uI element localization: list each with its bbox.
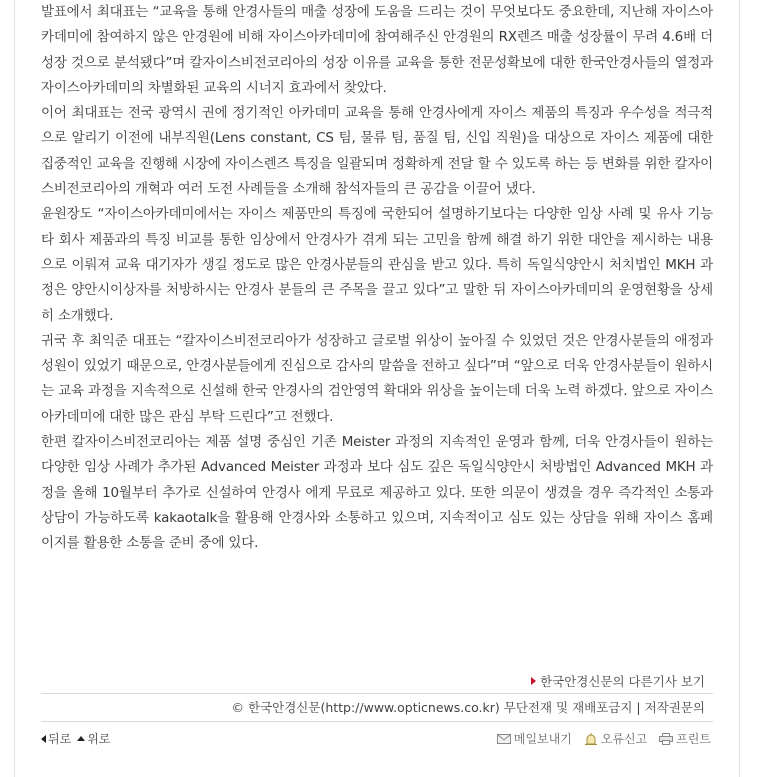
report-label: 오류신고 xyxy=(600,732,648,746)
top-button[interactable] xyxy=(77,730,110,747)
article-body xyxy=(41,0,713,557)
article-paragraph: 한편 칼자이스비전코리아는 제품 설명 중심인 기존 Meister 과정의 지속적인 운영과 함께, 더욱 안경사들이 원하는 다양한 임상 사례가 추가된 Advanced Meister 과정과 보다 심도 깊은 독일식양안시 처방법인 Advanced MKH 과정을 올해 10월부터 추가로 신설하여 안경사 에게 무료로 제공하고 있다. 또한 의문이 생겼을 경우 즉각적인 소통과 상담이 가능하도록 kakaotalk을 활용해 안경사와 소통하고 있으며, 지속적이고 심도 있는 상담을 위해 자이스 홈페이지를 활용한 소통을 준비 중에 있다. xyxy=(41,434,713,552)
divider xyxy=(41,721,713,722)
divider xyxy=(41,693,713,694)
email-label: 메일보내기 xyxy=(513,732,572,746)
article-tools xyxy=(497,730,711,747)
print-button[interactable] xyxy=(659,730,711,747)
back-label: 뒤로 xyxy=(48,732,72,746)
red-arrow-icon xyxy=(531,677,536,685)
more-articles-label: 한국안경신문의 다른기사 보기 xyxy=(540,674,705,689)
printer-icon xyxy=(659,733,673,745)
mail-icon xyxy=(497,733,511,745)
article-paragraph: 윤원장도 “자이스아카데미에서는 자이스 제품만의 특징에 국한되어 설명하기보다는 다양한 임상 사례 및 유사 기능 타 회사 제품과의 특징 비교를 통한 임상에서 안경사가 겪게 되는 고민을 함께 해결 하기 위한 대안을 제시하는 내용으로 이뤄져 교육 대기자가 생길 정도로 많은 안경사분들의 관심을 받고 있다. 특히 독일식양안시 처치법인 MKH 과정은 양안시이상자를 처방하시는 안경사 분들의 큰 주목을 끌고 있다”고 말한 뒤 자이스아카데미의 운영현황을 상세히 소개했다. xyxy=(41,206,713,324)
bottom-nav xyxy=(41,730,110,747)
back-button[interactable] xyxy=(41,730,71,747)
back-arrow-icon xyxy=(41,735,46,743)
copyright-notice: © 한국안경신문(http://www.opticnews.co.kr) 무단전재 및 재배포금지 | 저작권문의 xyxy=(231,700,705,715)
article-paragraph: 발표에서 최대표는 “교육을 통해 안경사들의 매출 성장에 도움을 드리는 것이 무엇보다도 중요한데, 지난해 자이스아카데미에 참여하지 않은 안경원에 비해 자이스아카데미에 참여해주신 안경원의 RX렌즈 매출 성장률이 무려 4.6배 더 성장 것으로 분석됐다”며 칼자이스비전코리아의 성장 이유를 교육을 통한 전문성확보에 대한 한국안경사들의 열정과 자이스아카데미의 차별화된 교육의 시너지 효과에서 찾았다. xyxy=(41,4,713,96)
article-paragraph: 이어 최대표는 전국 광역시 권에 정기적인 아카데미 교육을 통해 안경사에게 자이스 제품의 특징과 우수성을 적극적으로 알리기 이전에 내부직원(Lens constant, CS 팀, 물류 팀, 품질 팀, 신입 직원)을 대상으로 자이스 제품에 대한 집중적인 교육을 진행해 시장에 자이스렌즈 특징을 일괄되며 정확하게 전달 할 수 있도록 하는 등 변화를 위한 칼자이스비전코리아의 개혁과 여러 도전 사례들을 소개해 참석자들의 큰 공감을 이끌어 냈다. xyxy=(41,105,713,198)
report-error-button[interactable] xyxy=(584,730,647,747)
email-button[interactable] xyxy=(497,730,572,747)
article-paragraph: 귀국 후 최익준 대표는 “칼자이스비전코리아가 성장하고 글로벌 위상이 높아질 수 있었던 것은 안경사분들의 애정과 성원이 있었기 때문으로, 안경사분들에게 진심으로 감사의 말씀을 전하고 싶다”며 “앞으로 더욱 안경사분들이 원하시는 교육 과정을 지속적으로 신설해 한국 안경사의 검안영역 확대와 위상을 높이는데 더욱 노력 하겠다. 앞으로 자이스아카데미에 대한 많은 관심 부탁 드린다”고 전했다. xyxy=(41,332,713,425)
up-arrow-icon xyxy=(77,736,85,741)
more-articles-link[interactable] xyxy=(531,672,705,690)
print-label: 프린트 xyxy=(676,732,711,746)
top-label: 위로 xyxy=(87,732,111,746)
siren-icon xyxy=(584,733,598,745)
